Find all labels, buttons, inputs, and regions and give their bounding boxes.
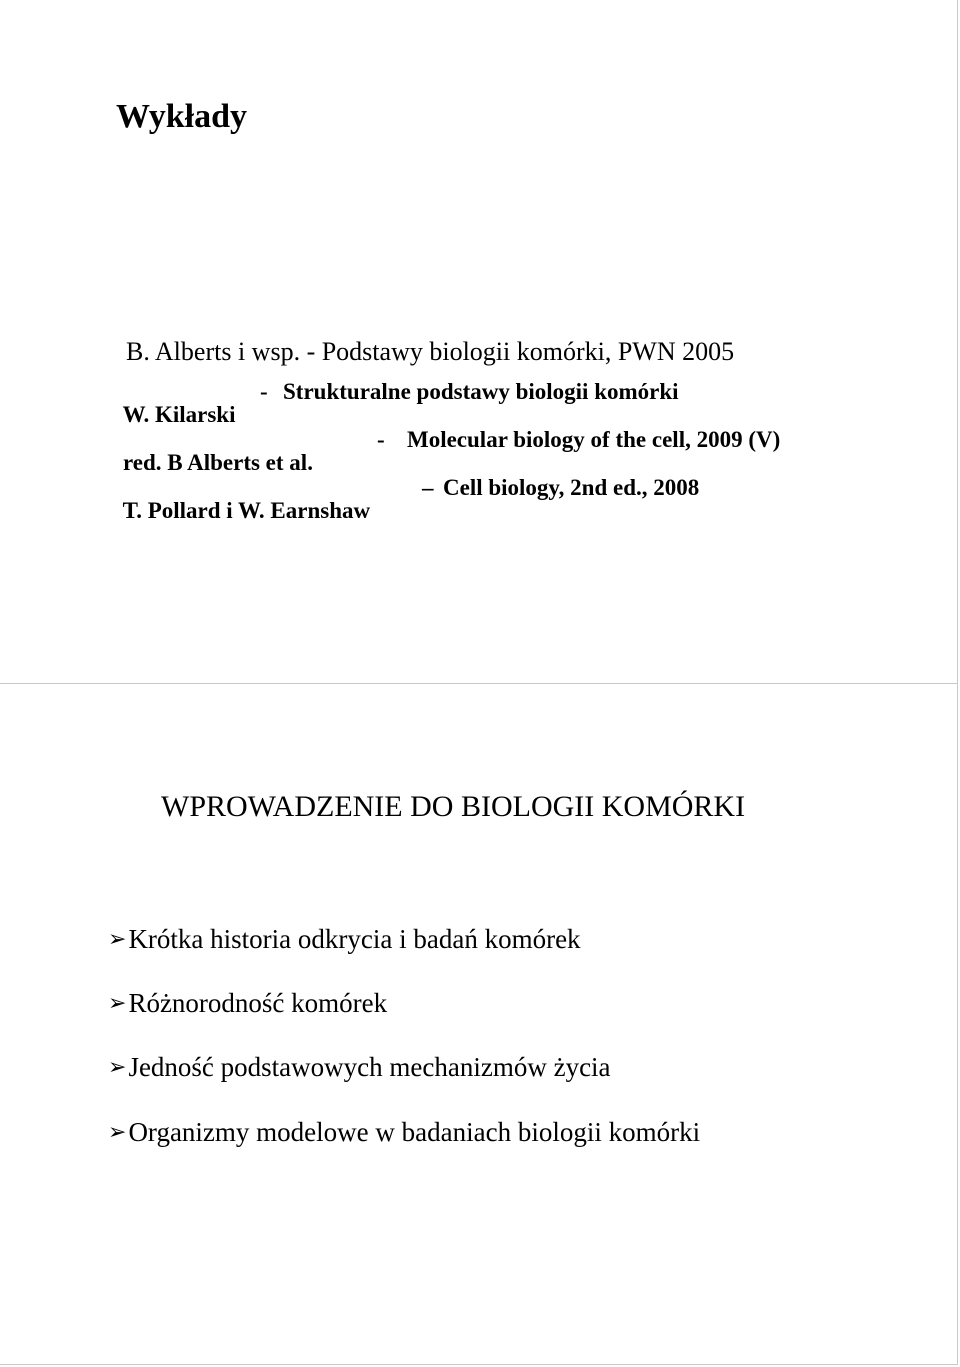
bullet-text: Organizmy modelowe w badaniach biologii komórki <box>128 1117 701 1147</box>
slide-lectures <box>0 0 958 684</box>
slide-introduction <box>0 684 958 1365</box>
reference-author: W. Kilarski <box>122 402 236 427</box>
reference-text: B. Alberts i wsp. - Podstawy biologii komórki, PWN 2005 <box>126 337 735 366</box>
bullet-text: Jedność podstawowych mechanizmów życia <box>128 1052 611 1082</box>
bullet-text: Krótka historia odkrycia i badań komórek <box>128 924 581 954</box>
arrowhead-bullet-icon: ➢ <box>108 991 127 1016</box>
arrowhead-bullet-icon: ➢ <box>108 927 127 952</box>
section-title: WPROWADZENIE DO BIOLOGII KOMÓRKI <box>161 790 746 823</box>
arrowhead-bullet-icon: ➢ <box>108 1120 127 1145</box>
slide-title: Wykłady <box>116 98 248 135</box>
bullet-item <box>108 926 581 953</box>
reference-pollard <box>100 475 700 591</box>
reference-author: red. B Alberts et al. <box>123 450 313 475</box>
reference-work: Cell biology, 2nd ed., 2008 <box>443 475 700 500</box>
reference-work: Strukturalne podstawy biologii komórki <box>283 379 679 404</box>
bullet-item <box>108 990 387 1017</box>
reference-author: T. Pollard i W. Earnshaw <box>122 498 371 523</box>
arrowhead-bullet-icon: ➢ <box>108 1055 127 1080</box>
reference-work: Molecular biology of the cell, 2009 (V) <box>407 427 781 452</box>
reference-separator: - <box>260 379 268 404</box>
bullet-item <box>108 1054 611 1081</box>
reference-separator: - <box>377 427 385 452</box>
bullet-text: Różnorodność komórek <box>128 988 388 1018</box>
reference-separator: – <box>422 475 434 500</box>
bullet-item <box>108 1119 700 1146</box>
